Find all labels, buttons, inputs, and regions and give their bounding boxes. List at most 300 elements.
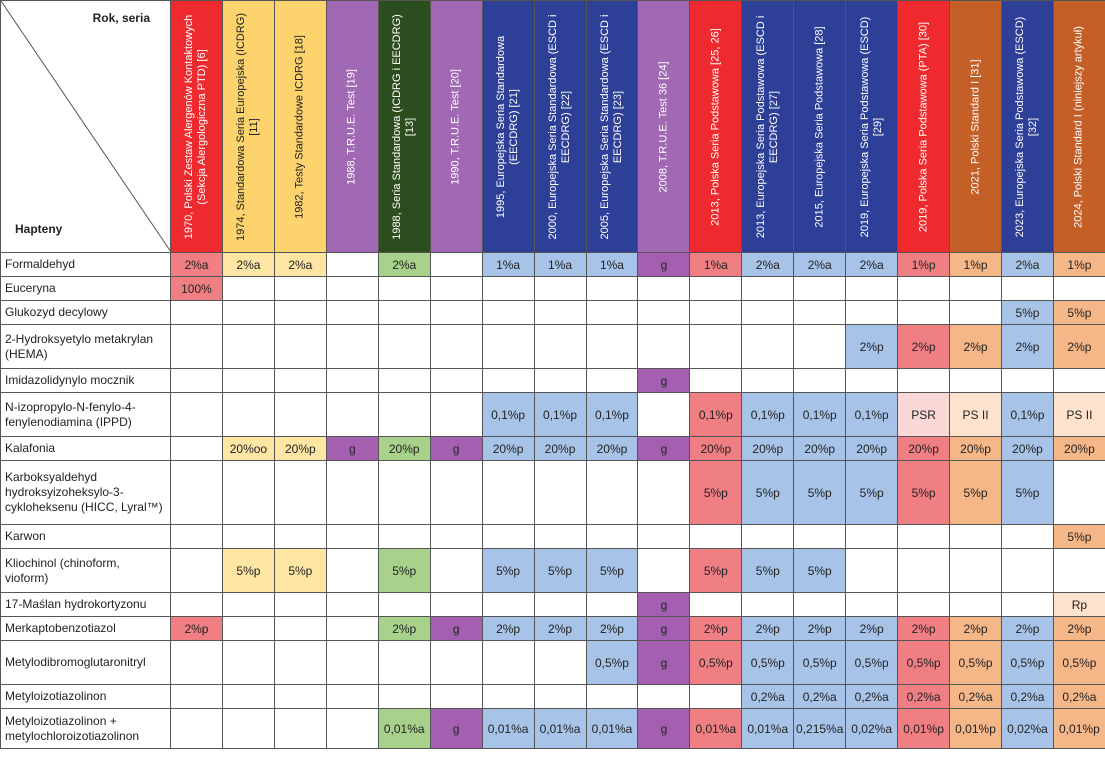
concentration-cell xyxy=(378,369,430,393)
concentration-cell: 5%p xyxy=(534,549,586,593)
concentration-cell xyxy=(222,617,274,641)
concentration-cell: 20%p xyxy=(1002,437,1054,461)
column-header xyxy=(274,1,326,253)
concentration-cell xyxy=(794,301,846,325)
concentration-cell xyxy=(326,525,378,549)
hapten-name: Merkaptobenzotiazol xyxy=(1,617,171,641)
concentration-cell xyxy=(1002,593,1054,617)
concentration-cell xyxy=(794,277,846,301)
concentration-cell xyxy=(482,593,534,617)
concentration-cell xyxy=(898,369,950,393)
concentration-cell xyxy=(430,685,482,709)
column-header-label: 2019, Polska Seria Podstawowa (PTA) [30] xyxy=(917,21,930,232)
table-row xyxy=(1,525,1105,549)
concentration-cell xyxy=(846,277,898,301)
concentration-cell xyxy=(430,253,482,277)
concentration-cell: 0,01%p xyxy=(898,709,950,749)
concentration-cell xyxy=(846,593,898,617)
concentration-cell: g xyxy=(638,593,690,617)
year-series-label: Rok, seria xyxy=(92,11,150,25)
column-header xyxy=(430,1,482,253)
column-header-label: 1970, Polski Zestaw Alergenów Kontaktowych (Sekcja Alergologiczna PTD) [6] xyxy=(183,14,209,239)
concentration-cell xyxy=(482,325,534,369)
concentration-cell xyxy=(950,549,1002,593)
concentration-cell xyxy=(638,461,690,525)
concentration-cell: 5%p xyxy=(742,549,794,593)
hapten-name: Glukozyd decylowy xyxy=(1,301,171,325)
concentration-cell: 5%p xyxy=(1002,301,1054,325)
table-row xyxy=(1,437,1105,461)
concentration-cell: 2%p xyxy=(690,617,742,641)
concentration-cell xyxy=(378,685,430,709)
concentration-cell xyxy=(326,709,378,749)
concentration-cell xyxy=(586,277,638,301)
column-header-label: 2019, Europejska Seria Podstawowa (ESCD) [29] xyxy=(858,16,884,237)
concentration-cell xyxy=(378,461,430,525)
column-header-label: 2023, Europejska Seria Podstawowa (ESCD) [32] xyxy=(1014,16,1040,237)
concentration-cell xyxy=(326,369,378,393)
concentration-cell: 5%p xyxy=(742,461,794,525)
concentration-cell xyxy=(638,393,690,437)
table-row xyxy=(1,277,1105,301)
concentration-cell: 0,2%a xyxy=(846,685,898,709)
concentration-cell: 2%a xyxy=(378,253,430,277)
concentration-cell: 5%p xyxy=(690,549,742,593)
concentration-cell xyxy=(586,593,638,617)
concentration-cell xyxy=(430,325,482,369)
concentration-cell: 5%p xyxy=(690,461,742,525)
concentration-cell xyxy=(690,525,742,549)
corner-diagonal xyxy=(1,1,171,252)
concentration-cell xyxy=(534,641,586,685)
hapten-name: 17-Maślan hydrokortyzonu xyxy=(1,593,171,617)
concentration-cell: 0,02%a xyxy=(1002,709,1054,749)
concentration-cell xyxy=(690,277,742,301)
concentration-cell: 0,01%a xyxy=(482,709,534,749)
concentration-cell: 20%p xyxy=(274,437,326,461)
hapten-name: N-izopropylo-N-fenylo-4-fenylenodiamina (IPPD) xyxy=(1,393,171,437)
column-header-label: 1988, T.R.U.E. Test [19] xyxy=(345,68,358,185)
concentration-cell xyxy=(222,641,274,685)
table-row xyxy=(1,593,1105,617)
concentration-cell: 0,2%a xyxy=(794,685,846,709)
concentration-cell xyxy=(171,525,223,549)
concentration-cell: 1%a xyxy=(586,253,638,277)
concentration-cell xyxy=(482,685,534,709)
concentration-cell xyxy=(950,369,1002,393)
column-header-label: 1982, Testy Standardowe ICDRG [18] xyxy=(293,34,306,219)
concentration-cell: g xyxy=(326,437,378,461)
concentration-cell xyxy=(638,549,690,593)
column-header-label: 1990, T.R.U.E. Test [20] xyxy=(449,68,462,185)
concentration-cell xyxy=(222,277,274,301)
concentration-cell xyxy=(482,369,534,393)
concentration-cell xyxy=(638,301,690,325)
concentration-cell: 0,1%p xyxy=(534,393,586,437)
concentration-cell xyxy=(430,461,482,525)
concentration-cell: 2%p xyxy=(950,325,1002,369)
concentration-cell xyxy=(794,525,846,549)
column-header-label: 2008, T.R.U.E. Test 36 [24] xyxy=(657,60,670,193)
concentration-cell xyxy=(898,525,950,549)
concentration-cell xyxy=(482,525,534,549)
concentration-cell: 5%p xyxy=(898,461,950,525)
concentration-cell xyxy=(171,325,223,369)
concentration-cell xyxy=(794,593,846,617)
concentration-cell xyxy=(378,641,430,685)
concentration-cell xyxy=(1053,461,1105,525)
concentration-cell xyxy=(742,277,794,301)
concentration-cell xyxy=(742,593,794,617)
concentration-cell: 0,5%p xyxy=(950,641,1002,685)
concentration-cell xyxy=(482,277,534,301)
concentration-cell xyxy=(586,325,638,369)
concentration-cell xyxy=(1002,525,1054,549)
concentration-cell: 0,01%a xyxy=(742,709,794,749)
concentration-cell: 0,01%a xyxy=(534,709,586,749)
concentration-cell: 0,01%p xyxy=(1053,709,1105,749)
concentration-cell: 0,1%p xyxy=(690,393,742,437)
column-header xyxy=(794,1,846,253)
concentration-cell: 2%p xyxy=(534,617,586,641)
concentration-cell: 0,5%p xyxy=(742,641,794,685)
concentration-cell xyxy=(378,525,430,549)
concentration-cell: g xyxy=(638,617,690,641)
column-header xyxy=(690,1,742,253)
concentration-cell xyxy=(326,253,378,277)
concentration-cell xyxy=(846,369,898,393)
concentration-cell xyxy=(378,277,430,301)
column-header xyxy=(846,1,898,253)
table-row xyxy=(1,617,1105,641)
concentration-cell: 2%p xyxy=(171,617,223,641)
concentration-cell: 0,5%p xyxy=(586,641,638,685)
concentration-cell xyxy=(898,277,950,301)
column-header-label: 2024, Polski Standard I (niniejszy artykuł) xyxy=(1072,25,1085,228)
concentration-cell xyxy=(171,549,223,593)
concentration-cell: 2%p xyxy=(898,325,950,369)
concentration-cell xyxy=(534,461,586,525)
hapten-name: Metyloizotiazolinon xyxy=(1,685,171,709)
table-row xyxy=(1,709,1105,749)
concentration-cell xyxy=(534,301,586,325)
concentration-cell xyxy=(742,325,794,369)
concentration-cell: 20%p xyxy=(482,437,534,461)
concentration-cell xyxy=(430,369,482,393)
concentration-cell: 0,5%p xyxy=(1002,641,1054,685)
column-header xyxy=(378,1,430,253)
column-header xyxy=(638,1,690,253)
concentration-cell: 2%p xyxy=(1002,325,1054,369)
concentration-cell: 0,01%a xyxy=(378,709,430,749)
concentration-cell: 2%p xyxy=(378,617,430,641)
column-header-label: 2015, Europejska Seria Podstawowa [28] xyxy=(813,25,826,228)
column-header-label: 1988, Seria Standardowa (ICDRG i EECDRG) [13] xyxy=(391,13,417,240)
concentration-cell xyxy=(222,325,274,369)
concentration-cell xyxy=(326,685,378,709)
concentration-cell: 20%p xyxy=(690,437,742,461)
concentration-cell xyxy=(1002,277,1054,301)
concentration-cell xyxy=(950,277,1002,301)
concentration-cell xyxy=(274,461,326,525)
hapten-name: Formaldehyd xyxy=(1,253,171,277)
concentration-cell: 0,2%a xyxy=(898,685,950,709)
concentration-cell xyxy=(690,685,742,709)
concentration-cell: 2%p xyxy=(1053,325,1105,369)
hapten-name: Euceryna xyxy=(1,277,171,301)
table-row xyxy=(1,325,1105,369)
concentration-cell xyxy=(222,685,274,709)
concentration-cell: 20%p xyxy=(846,437,898,461)
concentration-cell: 5%p xyxy=(794,461,846,525)
concentration-cell xyxy=(690,301,742,325)
concentration-cell xyxy=(586,369,638,393)
concentration-cell xyxy=(222,525,274,549)
concentration-cell: 2%p xyxy=(846,325,898,369)
concentration-cell xyxy=(534,369,586,393)
concentration-cell: 5%p xyxy=(482,549,534,593)
concentration-cell: Rp xyxy=(1053,593,1105,617)
column-header xyxy=(950,1,1002,253)
concentration-cell xyxy=(171,641,223,685)
concentration-cell xyxy=(326,393,378,437)
concentration-cell xyxy=(171,437,223,461)
concentration-cell: 0,2%a xyxy=(1053,685,1105,709)
concentration-cell: 2%p xyxy=(742,617,794,641)
concentration-cell xyxy=(430,525,482,549)
concentration-cell xyxy=(171,709,223,749)
concentration-cell: 1%p xyxy=(1053,253,1105,277)
concentration-cell: 2%a xyxy=(222,253,274,277)
concentration-cell xyxy=(534,685,586,709)
concentration-cell: 2%a xyxy=(1002,253,1054,277)
concentration-cell: 1%a xyxy=(690,253,742,277)
table-row xyxy=(1,685,1105,709)
concentration-cell xyxy=(430,593,482,617)
concentration-cell xyxy=(534,593,586,617)
concentration-cell xyxy=(274,617,326,641)
concentration-cell: 2%p xyxy=(794,617,846,641)
concentration-cell: PS II xyxy=(1053,393,1105,437)
concentration-cell: g xyxy=(638,709,690,749)
concentration-cell xyxy=(326,301,378,325)
column-header xyxy=(1002,1,1054,253)
concentration-cell xyxy=(274,393,326,437)
concentration-cell xyxy=(326,325,378,369)
concentration-cell xyxy=(274,525,326,549)
column-header xyxy=(586,1,638,253)
concentration-cell: 2%p xyxy=(482,617,534,641)
concentration-cell xyxy=(171,685,223,709)
concentration-cell: 20%p xyxy=(898,437,950,461)
table-row xyxy=(1,393,1105,437)
concentration-cell: 5%p xyxy=(222,549,274,593)
concentration-cell xyxy=(274,641,326,685)
concentration-cell xyxy=(1053,549,1105,593)
concentration-cell: 5%p xyxy=(1053,525,1105,549)
table-row xyxy=(1,461,1105,525)
concentration-cell xyxy=(274,593,326,617)
concentration-cell: 0,1%p xyxy=(846,393,898,437)
concentration-cell xyxy=(690,369,742,393)
concentration-cell xyxy=(898,549,950,593)
hapten-name: Metyloizotiazolinon + metylochloroizotiazolinon xyxy=(1,709,171,749)
concentration-cell: 20%p xyxy=(1053,437,1105,461)
concentration-cell: 0,2%a xyxy=(950,685,1002,709)
table-row xyxy=(1,253,1105,277)
hapten-name: Imidazolidynylo mocznik xyxy=(1,369,171,393)
concentration-cell xyxy=(222,593,274,617)
concentration-cell xyxy=(742,525,794,549)
concentration-cell xyxy=(638,525,690,549)
concentration-cell: 0,01%p xyxy=(950,709,1002,749)
column-header-label: 1995, Europejska Seria Standardowa (EECDRG) [21] xyxy=(495,35,521,218)
concentration-cell: 0,1%p xyxy=(794,393,846,437)
column-header xyxy=(534,1,586,253)
concentration-cell xyxy=(846,301,898,325)
concentration-cell xyxy=(326,461,378,525)
concentration-cell xyxy=(690,325,742,369)
concentration-cell xyxy=(586,461,638,525)
concentration-cell xyxy=(846,525,898,549)
concentration-cell: 20%p xyxy=(534,437,586,461)
table-row xyxy=(1,549,1105,593)
concentration-cell: 20%oo xyxy=(222,437,274,461)
concentration-cell xyxy=(171,369,223,393)
concentration-cell: 5%p xyxy=(846,461,898,525)
concentration-cell xyxy=(326,549,378,593)
concentration-cell xyxy=(898,301,950,325)
hapten-name: Metylodibromoglutaronitryl xyxy=(1,641,171,685)
concentration-cell: 0,1%p xyxy=(742,393,794,437)
hapten-name: 2-Hydroksyetylo metakrylan (HEMA) xyxy=(1,325,171,369)
concentration-cell xyxy=(638,325,690,369)
concentration-cell xyxy=(222,393,274,437)
concentration-cell xyxy=(638,277,690,301)
concentration-cell xyxy=(274,369,326,393)
hapten-name: Karwon xyxy=(1,525,171,549)
column-header xyxy=(482,1,534,253)
concentration-cell: 5%p xyxy=(378,549,430,593)
concentration-cell xyxy=(274,325,326,369)
concentration-cell: 0,5%p xyxy=(846,641,898,685)
concentration-cell xyxy=(1002,549,1054,593)
column-header xyxy=(171,1,223,253)
concentration-cell: 20%p xyxy=(742,437,794,461)
concentration-cell: 20%p xyxy=(378,437,430,461)
concentration-cell: 20%p xyxy=(950,437,1002,461)
header-row xyxy=(1,1,1105,253)
concentration-cell: 20%p xyxy=(586,437,638,461)
concentration-cell xyxy=(326,277,378,301)
concentration-cell xyxy=(430,301,482,325)
concentration-cell xyxy=(274,709,326,749)
concentration-cell: g xyxy=(638,641,690,685)
table-row xyxy=(1,369,1105,393)
concentration-cell xyxy=(950,301,1002,325)
concentration-cell: 5%p xyxy=(794,549,846,593)
concentration-cell: 2%p xyxy=(1002,617,1054,641)
concentration-cell xyxy=(742,369,794,393)
concentration-cell xyxy=(638,685,690,709)
concentration-cell xyxy=(1053,369,1105,393)
concentration-cell: g xyxy=(638,437,690,461)
concentration-cell: g xyxy=(430,437,482,461)
concentration-cell xyxy=(430,641,482,685)
concentration-cell: 0,2%a xyxy=(1002,685,1054,709)
concentration-cell: 0,1%p xyxy=(586,393,638,437)
concentration-cell xyxy=(482,641,534,685)
table-row xyxy=(1,301,1105,325)
concentration-cell: 0,5%p xyxy=(690,641,742,685)
concentration-cell xyxy=(378,301,430,325)
concentration-cell xyxy=(794,325,846,369)
concentration-cell: 5%p xyxy=(1002,461,1054,525)
concentration-cell xyxy=(171,301,223,325)
column-header xyxy=(1053,1,1105,253)
concentration-cell xyxy=(482,461,534,525)
concentration-cell: 2%p xyxy=(1053,617,1105,641)
concentration-cell: 0,5%p xyxy=(898,641,950,685)
concentration-cell: 5%p xyxy=(586,549,638,593)
corner-header xyxy=(1,1,171,253)
concentration-cell xyxy=(378,593,430,617)
concentration-cell xyxy=(742,301,794,325)
concentration-cell xyxy=(586,685,638,709)
column-header-label: 2000, Europejska Seria Standardowa (ESCD i EECDRG) [22] xyxy=(547,14,573,240)
concentration-cell: 2%a xyxy=(846,253,898,277)
column-header-label: 2021, Polski Standard I [31] xyxy=(969,58,982,195)
concentration-cell: g xyxy=(430,617,482,641)
concentration-cell xyxy=(171,593,223,617)
concentration-cell xyxy=(274,277,326,301)
column-header-label: 2013, Polska Seria Podstawowa [25, 26] xyxy=(709,27,722,226)
concentration-cell: 5%p xyxy=(274,549,326,593)
concentration-cell xyxy=(482,301,534,325)
concentration-cell xyxy=(430,277,482,301)
haptens-label: Hapteny xyxy=(15,222,63,236)
column-header-label: 2005, Europejska Seria Standardowa (ESCD i EECDRG) [23] xyxy=(598,14,624,240)
concentration-cell xyxy=(586,301,638,325)
concentration-cell xyxy=(222,369,274,393)
concentration-cell: 1%p xyxy=(950,253,1002,277)
concentration-cell xyxy=(430,393,482,437)
concentration-cell xyxy=(222,709,274,749)
concentration-cell xyxy=(1002,369,1054,393)
concentration-cell xyxy=(171,393,223,437)
concentration-cell xyxy=(898,593,950,617)
concentration-cell: 0,1%p xyxy=(482,393,534,437)
concentration-cell xyxy=(326,617,378,641)
concentration-cell: 5%p xyxy=(950,461,1002,525)
column-header-label: 1974, Standardowa Seria Europejska (ICDRG) [11] xyxy=(235,12,261,241)
concentration-cell: 5%p xyxy=(1053,301,1105,325)
concentration-cell xyxy=(950,525,1002,549)
concentration-cell: 0,1%p xyxy=(1002,393,1054,437)
concentration-cell xyxy=(534,525,586,549)
concentration-cell xyxy=(1053,277,1105,301)
concentration-cell: 0,5%p xyxy=(1053,641,1105,685)
concentration-cell xyxy=(846,549,898,593)
concentration-cell: 0,215%a xyxy=(794,709,846,749)
column-header xyxy=(222,1,274,253)
concentration-cell xyxy=(690,593,742,617)
concentration-cell: 2%p xyxy=(898,617,950,641)
concentration-cell: 2%a xyxy=(794,253,846,277)
table-row xyxy=(1,641,1105,685)
concentration-cell: g xyxy=(430,709,482,749)
concentration-cell: 0,2%a xyxy=(742,685,794,709)
